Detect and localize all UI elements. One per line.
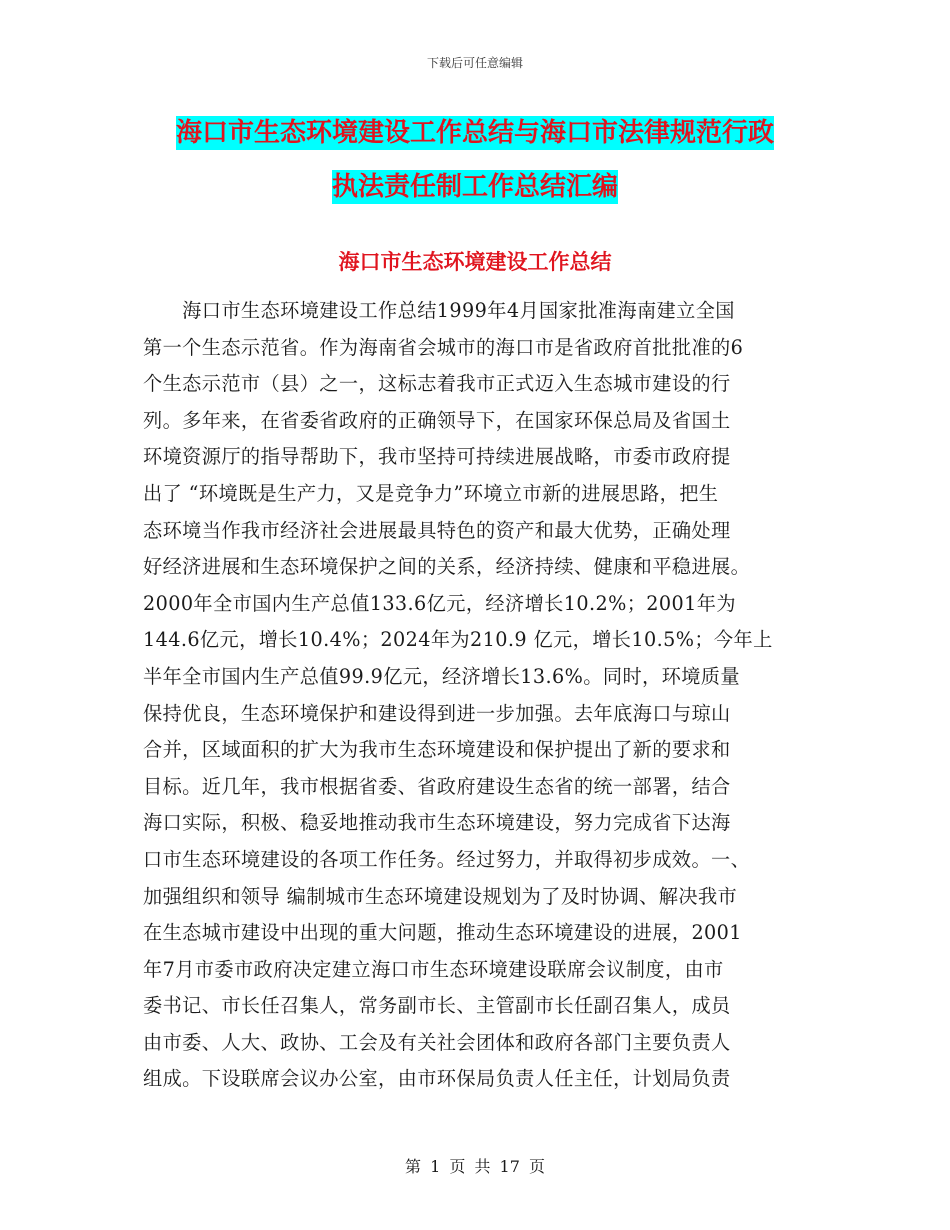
- body-line: 出了 “环境既是生产力，又是竞争力”环境立市新的进展思路，把生: [143, 481, 719, 505]
- body-line: 环境资源厅的指导帮助下，我市坚持可持续进展战略，市委市政府提: [143, 445, 731, 469]
- document-title-line: 海口市生态环境建设工作总结与海口市法律规范行政: [175, 118, 774, 148]
- body-line: 保持优良，生态环境保护和建设得到进一步加强。去年底海口与琼山: [143, 701, 731, 725]
- body-text: [143, 293, 799, 1098]
- body-line: 第一个生态示范省。作为海南省会城市的海口市是省政府首批批准的6: [143, 335, 744, 359]
- page-footer: 第 1 页 共 17 页: [405, 1157, 545, 1176]
- body-line: 组成。下设联席会议办公室，由市环保局负责人任主任，计划局负责: [143, 1067, 731, 1091]
- body-line: 目标。近几年，我市根据省委、省政府建设生态省的统一部署，结合: [143, 774, 731, 798]
- document-title: [140, 106, 810, 214]
- document-title-line: 执法责任制工作总结汇编: [331, 172, 618, 202]
- body-line: 海口市生态环境建设工作总结1999年4月国家批准海南建立全国: [143, 299, 735, 322]
- body-line: 半年全市国内生产总值99.9亿元，经济增长13.6%。同时，环境质量: [143, 664, 740, 688]
- body-line: 列。多年来，在省委省政府的正确领导下，在国家环保总局及省国土: [143, 408, 731, 432]
- body-line: 个生态示范市（县）之一，这标志着我市正式迈入生态城市建设的行: [143, 372, 731, 396]
- body-line: 态环境当作我市经济社会进展最具特色的资产和最大优势，正确处理: [143, 518, 731, 542]
- body-line: 加强组织和领导 编制城市生态环境建设规划为了及时协调、解决我市: [143, 884, 738, 908]
- body-line: 好经济进展和生态环境保护之间的关系，经济持续、健康和平稳进展。: [143, 555, 751, 579]
- header-note: 下载后可任意编辑: [426, 56, 523, 70]
- body-line: 年7月市委市政府决定建立海口市生态环境建设联席会议制度，由市: [143, 957, 724, 981]
- body-line: 委书记、市长任召集人，常务副市长、主管副市长任副召集人，成员: [143, 994, 731, 1018]
- body-line: 合并，区域面积的扩大为我市生态环境建设和保护提出了新的要求和: [143, 738, 731, 762]
- body-line: 144.6亿元，增长10.4%；2024年为210.9 亿元，增长10.5%；今年上: [143, 628, 773, 652]
- body-line: 海口实际，积极、稳妥地推动我市生态环境建设，努力完成省下达海: [143, 811, 731, 835]
- section-title: 海口市生态环境建设工作总结: [338, 250, 612, 274]
- body-line: 2000年全市国内生产总值133.6亿元，经济增长10.2%；2001年为: [143, 591, 736, 615]
- body-line: 由市委、人大、政协、工会及有关社会团体和政府各部门主要负责人: [143, 1030, 731, 1054]
- body-line: 在生态城市建设中出现的重大问题，推动生态环境建设的进展，2001: [143, 921, 742, 945]
- body-line: 口市生态环境建设的各项工作任务。经过努力，并取得初步成效。一、: [143, 847, 751, 871]
